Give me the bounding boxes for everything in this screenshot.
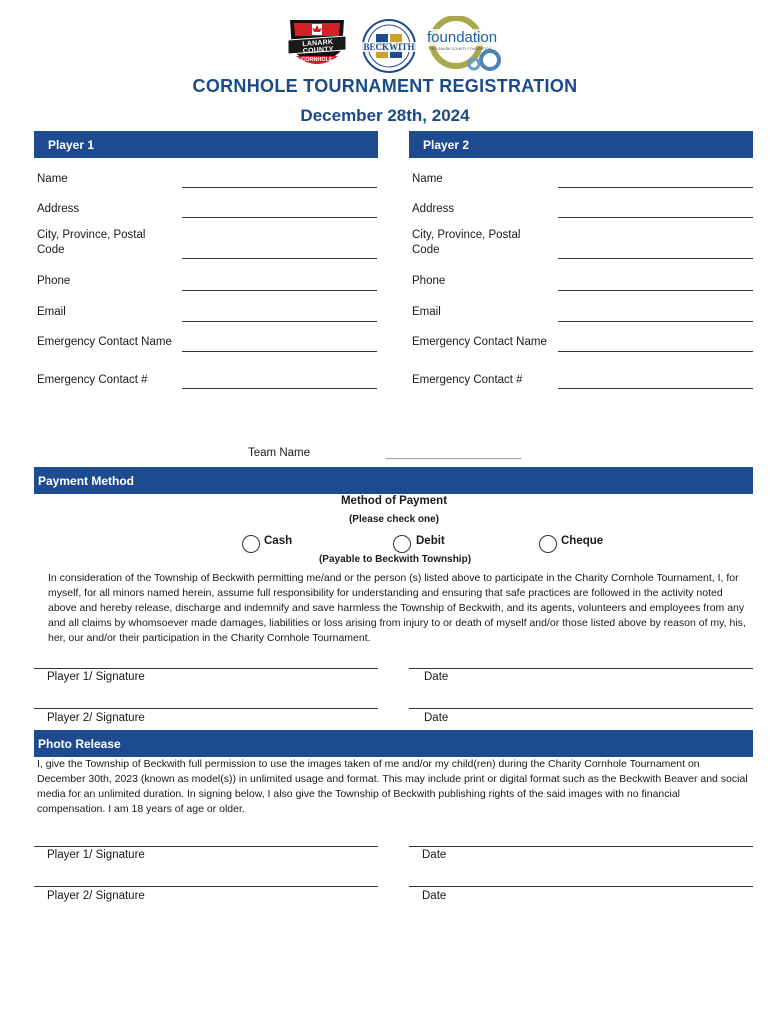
- page-title: CORNHOLE TOURNAMENT REGISTRATION: [192, 76, 578, 96]
- player2-payment-signature-field[interactable]: [34, 708, 378, 709]
- beckwith-logo: [360, 18, 418, 74]
- player1-name-field[interactable]: [182, 187, 377, 188]
- player1-photo-date-field[interactable]: [409, 846, 753, 847]
- payment-method-header: [34, 467, 753, 494]
- foundation-logo-subtext: THE LANARK COUNTY FOUNDATION: [428, 47, 492, 51]
- player2-phone-label: Phone: [412, 275, 446, 287]
- method-of-payment-title: Method of Payment: [340, 495, 448, 507]
- event-date: December 28th, 2024: [300, 106, 470, 125]
- player2-emergency-name-label: Emergency Contact Name: [412, 336, 547, 348]
- beckwith-logo-text: BECKWITH: [360, 42, 418, 52]
- player2-payment-date-label: Date: [424, 712, 449, 724]
- cash-label: Cash: [264, 535, 293, 547]
- player1-payment-date-label: Date: [424, 671, 449, 683]
- player1-name-label: Name: [37, 173, 68, 185]
- debit-label: Debit: [416, 535, 445, 547]
- player1-header: [34, 131, 378, 158]
- player2-phone-field[interactable]: [558, 290, 753, 291]
- player2-emergency-number-field[interactable]: [558, 388, 753, 389]
- payable-note: (Payable to Beckwith Township): [318, 554, 472, 565]
- cheque-radio[interactable]: [539, 535, 557, 553]
- player1-emergency-number-field[interactable]: [182, 388, 377, 389]
- player1-payment-signature-label: Player 1/ Signature: [47, 671, 145, 683]
- player2-photo-signature-label: Player 2/ Signature: [47, 890, 145, 902]
- player2-photo-date-label: Date: [422, 890, 447, 902]
- player1-phone-field[interactable]: [182, 290, 377, 291]
- payment-method-heading: Payment Method: [38, 474, 135, 488]
- player2-address-field[interactable]: [558, 217, 753, 218]
- foundation-logo: [424, 16, 504, 76]
- lanark-cornhole-logo: [284, 16, 350, 74]
- player2-name-label: Name: [412, 173, 443, 185]
- player1-address-field[interactable]: [182, 217, 377, 218]
- player1-payment-signature-field[interactable]: [34, 668, 378, 669]
- check-one-note: (Please check one): [348, 514, 440, 525]
- player2-emergency-number-label: Emergency Contact #: [412, 374, 523, 386]
- waiver-text: In consideration of the Township of Beckwith permitting me/and or the person (s) listed above to participate in the Charity Cornhole Tournament, I, for myself, for all minors named herein, assume full responsibility for understanding and ensuring that safe practices are followed in the activity noted above and hereby release, discharge and indemnify and save harmless the Township of Beckwith, and its agents, volunteers and employees from any and all claims by whomsoever made damages, liabilities or loss arising from injury to or death of myself and/or those listed above by reason of my, his, her, our and/or their participation in the Charity Cornhole Tournament.: [48, 572, 746, 644]
- player1-heading: Player 1: [48, 138, 95, 152]
- photo-release-header: [34, 730, 753, 757]
- player1-city-label: City, Province, Postal Code: [37, 229, 146, 256]
- player2-header: [409, 131, 753, 158]
- photo-release-heading: Photo Release: [38, 737, 121, 751]
- player2-payment-signature-label: Player 2/ Signature: [47, 712, 145, 724]
- lanark-logo-text: LANARK COUNTY: [302, 38, 334, 56]
- player2-emergency-name-field[interactable]: [558, 351, 753, 352]
- team-name-field[interactable]: ___________________________: [386, 449, 522, 459]
- player1-emergency-name-field[interactable]: [182, 351, 377, 352]
- lanark-logo-subtext: CORNHOLE: [301, 57, 333, 63]
- player2-heading: Player 2: [423, 138, 470, 152]
- player2-email-label: Email: [412, 306, 441, 318]
- player1-phone-label: Phone: [37, 275, 71, 287]
- player2-photo-signature-field[interactable]: [34, 886, 378, 887]
- player1-emergency-number-label: Emergency Contact #: [37, 374, 148, 386]
- foundation-logo-text: foundation: [427, 29, 498, 46]
- cheque-label: Cheque: [561, 535, 604, 547]
- photo-release-text: I, give the Township of Beckwith full permission to use the images taken of me and/or my child(ren) during the Charity Cornhole Tournament on December 30th, 2023 (known as model(s)) in unlimited usage and format. This may include print or digital format such as the Beckwith Beaver and social media for an unlimited duration. In signing below, I also give the Township of Beckwith publishing rights of the said images with no financial compensation. I am 18 years of age or older.: [37, 758, 748, 815]
- player2-address-label: Address: [412, 203, 455, 215]
- cash-radio[interactable]: [242, 535, 260, 553]
- player1-email-field[interactable]: [182, 321, 377, 322]
- player1-email-label: Email: [37, 306, 66, 318]
- player2-email-field[interactable]: [558, 321, 753, 322]
- player1-payment-date-field[interactable]: [409, 668, 753, 669]
- debit-radio[interactable]: [393, 535, 411, 553]
- player2-name-field[interactable]: [558, 187, 753, 188]
- player1-city-field[interactable]: [182, 258, 377, 259]
- logo-strip: [0, 14, 770, 76]
- player2-city-field[interactable]: [558, 258, 753, 259]
- player1-emergency-name-label: Emergency Contact Name: [37, 336, 172, 348]
- player2-city-label: City, Province, Postal Code: [412, 229, 521, 256]
- player2-payment-date-field[interactable]: [409, 708, 753, 709]
- team-name-label: Team Name: [248, 447, 310, 459]
- player1-photo-signature-field[interactable]: [34, 846, 378, 847]
- player1-photo-signature-label: Player 1/ Signature: [47, 849, 145, 861]
- player1-address-label: Address: [37, 203, 80, 215]
- player2-photo-date-field[interactable]: [409, 886, 753, 887]
- player1-photo-date-label: Date: [422, 849, 447, 861]
